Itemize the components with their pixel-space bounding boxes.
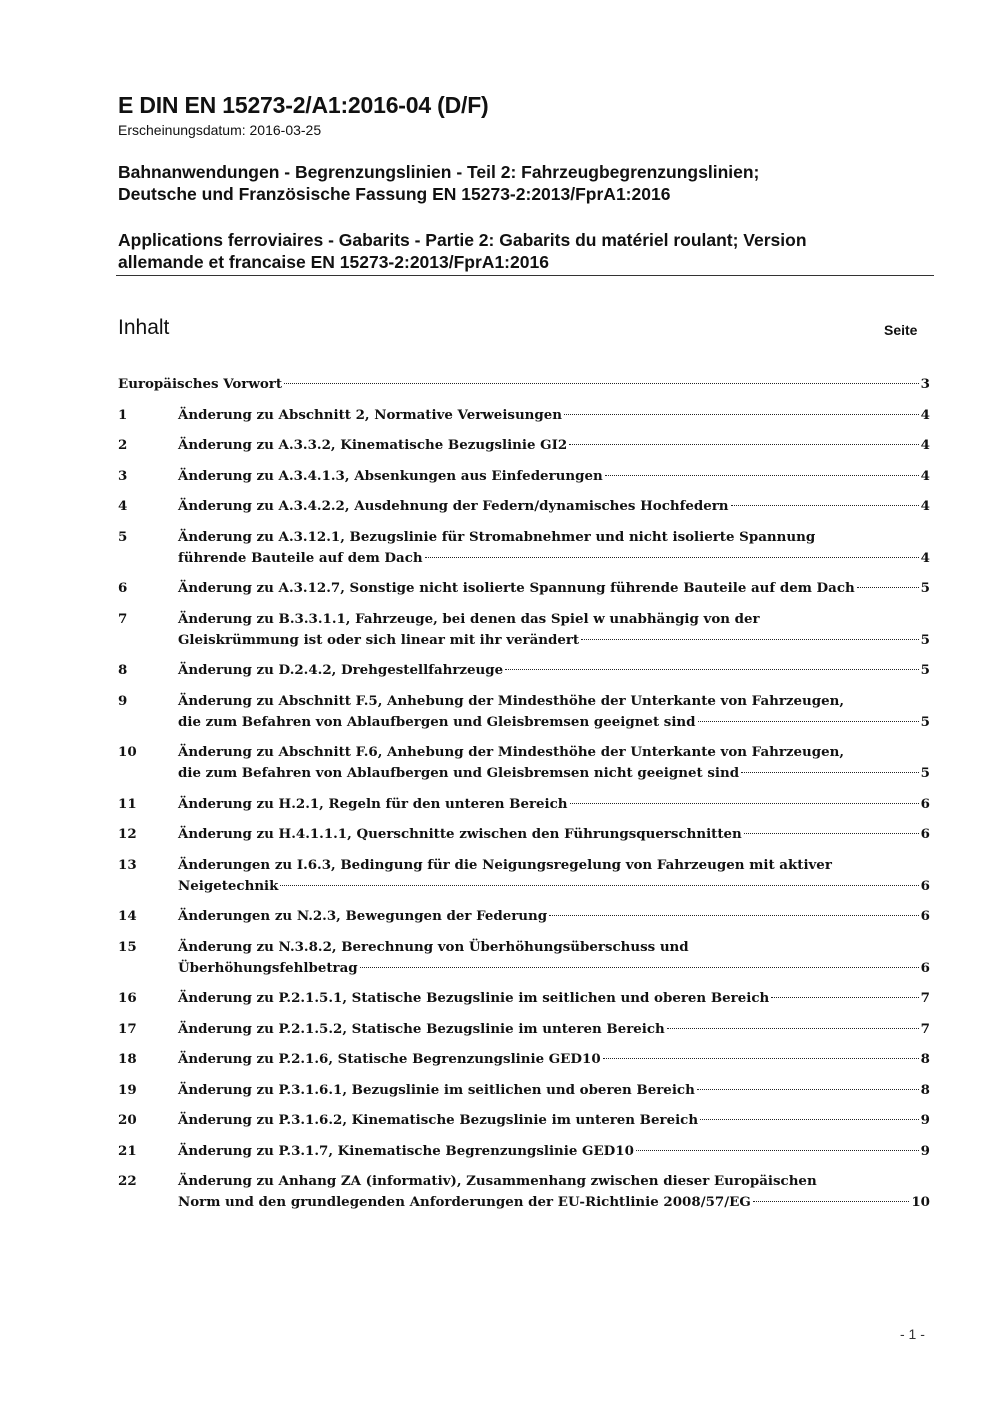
toc-entry[interactable]	[118, 405, 930, 426]
toc-entry-body	[178, 466, 930, 487]
document-id: E DIN EN 15273-2/A1:2016-04 (D/F)	[118, 92, 489, 118]
toc-entry-title-line: die zum Befahren von Ablaufbergen und Gleisbremsen nicht geeignet sind	[178, 765, 740, 781]
toc-leader-dots	[603, 1058, 919, 1059]
toc-entry-title-line: Neigetechnik	[178, 877, 279, 894]
toc-leader-dots	[505, 669, 919, 670]
toc-entry[interactable]	[118, 1171, 930, 1213]
toc-entry-page: 6	[920, 826, 930, 842]
toc-entry-page: 4	[920, 549, 930, 566]
toc-leader-dots	[771, 997, 918, 998]
toc-entry-body	[178, 435, 930, 456]
toc-entry-preface[interactable]	[118, 374, 930, 395]
toc-entry-number: 19	[118, 1081, 137, 1098]
toc-entry-title-line: Änderung zu P.3.1.6.1, Bezugslinie im seitlichen und oberen Bereich	[178, 1081, 695, 1098]
toc-entry[interactable]	[118, 855, 930, 897]
toc-entry-title-line: Änderung zu A.3.4.1.3, Absenkungen aus Einfederungen	[178, 467, 603, 484]
toc-entry-body	[178, 1171, 930, 1213]
title-french	[118, 229, 938, 273]
toc-entry-page: 8	[920, 1051, 930, 1067]
toc-entry-body	[178, 496, 930, 517]
toc-leader-dots	[741, 772, 919, 773]
toc-entry-page: 6	[920, 908, 930, 924]
header-divider	[116, 275, 934, 276]
toc-entry-page: 4	[920, 406, 930, 423]
toc-entry-title-line: Überhöhungsfehlbetrag	[178, 959, 358, 976]
toc-entry[interactable]	[118, 578, 930, 599]
toc-entry-number: 9	[118, 692, 128, 709]
title-german	[118, 161, 938, 205]
toc-entry-number: 20	[118, 1112, 137, 1128]
toc-entry-title-line: Änderung zu A.3.12.1, Bezugslinie für Stromabnehmer und nicht isolierte Spannung	[178, 528, 816, 545]
toc-entry-number: 12	[118, 826, 137, 842]
toc-entry-number: 2	[118, 437, 128, 453]
toc-entry-page: 4	[920, 467, 930, 484]
title-german-line: Deutsche und Französische Fassung EN 15273-2:2013/FprA1:2016	[118, 184, 671, 204]
toc-entry-body	[178, 794, 930, 815]
toc-leader-dots	[564, 414, 919, 415]
toc-entry[interactable]	[118, 794, 930, 815]
toc-entries-list	[118, 405, 930, 1214]
title-german-line: Bahnanwendungen - Begrenzungslinien - Teil 2: Fahrzeugbegrenzungslinien;	[118, 162, 760, 182]
toc-entry[interactable]	[118, 691, 930, 733]
toc-entry-number: 10	[118, 744, 137, 760]
toc-entry-title-line: Änderung zu H.2.1, Regeln für den unteren Bereich	[178, 795, 568, 812]
toc-leader-dots	[581, 639, 919, 640]
toc-leader-dots	[667, 1028, 919, 1029]
toc-entry-title-line: Änderung zu B.3.3.1.1, Fahrzeuge, bei denen das Spiel w unabhängig von der	[178, 610, 760, 627]
toc-leader-dots	[857, 587, 919, 588]
toc-entry-title-line: Änderung zu Abschnitt F.5, Anhebung der Mindesthöhe der Unterkante von Fahrzeugen,	[178, 692, 845, 709]
toc-entry-title-line: Änderung zu Abschnitt F.6, Anhebung der Mindesthöhe der Unterkante von Fahrzeugen,	[178, 744, 845, 760]
toc-entry-title-line: Änderung zu P.2.1.5.2, Statische Bezugslinie im unteren Bereich	[178, 1020, 665, 1037]
toc-entry[interactable]	[118, 1049, 930, 1070]
toc-entry-page: 8	[920, 1081, 930, 1098]
toc-leader-dots	[697, 1089, 919, 1090]
toc-entry-number: 7	[118, 610, 128, 627]
toc-entry-body	[178, 1141, 930, 1162]
toc-entry-page: 6	[920, 795, 930, 812]
toc-entry-body	[178, 660, 930, 681]
contents-heading: Inhalt	[118, 316, 170, 339]
title-french-line: allemande et francaise EN 15273-2:2013/FprA1:2016	[118, 252, 549, 272]
publication-date: Erscheinungsdatum: 2016-03-25	[118, 122, 322, 138]
toc-entry-title-line: Änderung zu Anhang ZA (informativ), Zusammenhang zwischen dieser Europäischen	[178, 1173, 817, 1189]
toc-leader-dots	[753, 1201, 910, 1202]
toc-leader-dots	[425, 557, 919, 558]
toc-entry[interactable]	[118, 988, 930, 1009]
toc-entry[interactable]	[118, 1080, 930, 1101]
toc-entry[interactable]	[118, 1019, 930, 1040]
toc-entry-title-line: Änderung zu A.3.3.2, Kinematische Bezugslinie GI2	[178, 437, 568, 453]
toc-leader-dots	[549, 915, 919, 916]
toc-entry-title-line: Änderungen zu N.2.3, Bewegungen der Federung	[178, 908, 548, 924]
toc-entry-body	[178, 1110, 930, 1131]
toc-entry-number: 4	[118, 498, 128, 514]
toc-entry-title-line: Änderung zu D.2.4.2, Drehgestellfahrzeuge	[178, 662, 504, 678]
toc-entry-body	[178, 906, 930, 927]
toc-entry-number: 8	[118, 662, 128, 678]
toc-leader-dots	[360, 967, 919, 968]
toc-entry[interactable]	[118, 527, 930, 569]
toc-entry-page: 4	[920, 498, 930, 514]
toc-entry-page: 5	[920, 631, 930, 648]
toc-entry-page: 6	[920, 959, 930, 976]
toc-entry[interactable]	[118, 1141, 930, 1162]
toc-entry-body	[178, 1019, 930, 1040]
toc-leader-dots	[570, 803, 919, 804]
toc-entry-body	[178, 937, 930, 979]
toc-entry-body	[178, 527, 930, 569]
toc-entry[interactable]	[118, 742, 930, 784]
toc-entry-body	[178, 578, 930, 599]
toc-leader-dots	[636, 1150, 919, 1151]
toc-entry-body	[178, 1049, 930, 1070]
toc-entry-title-line: Änderung zu P.2.1.6, Statische Begrenzungslinie GED10	[178, 1051, 601, 1067]
toc-leader-dots	[605, 475, 919, 476]
toc-entry-page: 5	[920, 580, 930, 596]
toc-entry-body	[178, 742, 930, 784]
toc-entry[interactable]	[118, 466, 930, 487]
toc-entry-number: 13	[118, 856, 137, 873]
toc-entry-page: 10	[911, 1194, 930, 1210]
toc-entry-number: 21	[118, 1142, 137, 1159]
toc-entry-title-line: Änderung zu H.4.1.1.1, Querschnitte zwischen den Führungsquerschnitten	[178, 826, 742, 842]
toc-entry-body	[178, 405, 930, 426]
toc-entry[interactable]	[118, 660, 930, 681]
toc-entry-title-line: Änderung zu A.3.4.2.2, Ausdehnung der Federn/dynamisches Hochfedern	[178, 498, 729, 514]
toc-entry-page: 6	[920, 877, 930, 894]
toc-entry-title-line: Gleiskrümmung ist oder sich linear mit ihr verändert	[178, 631, 580, 648]
toc-entry[interactable]	[118, 609, 930, 651]
toc-entry[interactable]	[118, 937, 930, 979]
page-column-heading: Seite	[884, 322, 918, 338]
toc-entry-title-line: die zum Befahren von Ablaufbergen und Gleisbremsen geeignet sind	[178, 713, 696, 730]
toc-leader-dots	[731, 505, 919, 506]
toc-entry[interactable]	[118, 1110, 930, 1131]
toc-entry-title-line: Änderung zu P.3.1.7, Kinematische Begrenzungslinie GED10	[178, 1142, 634, 1159]
toc-entry[interactable]	[118, 496, 930, 517]
toc-leader-dots	[700, 1119, 919, 1120]
toc-entry-number: 3	[118, 467, 128, 484]
toc-entry-page: 5	[920, 765, 930, 781]
toc-entry-body	[178, 1080, 930, 1101]
toc-entry-number: 5	[118, 528, 128, 545]
toc-entry-number: 14	[118, 908, 137, 924]
toc-entry-title-line: führende Bauteile auf dem Dach	[178, 549, 423, 566]
toc-entry-number: 22	[118, 1173, 137, 1189]
toc-entry-page: 7	[920, 990, 930, 1006]
toc-entry-title-line: Norm und den grundlegenden Anforderungen der EU-Richtlinie 2008/57/EG	[178, 1194, 751, 1210]
toc-entry-page: 7	[920, 1020, 930, 1037]
toc-entry-body	[178, 988, 930, 1009]
toc-entry-number: 1	[118, 406, 128, 423]
toc-entry-number: 18	[118, 1051, 137, 1067]
toc-entry-title-line: Änderungen zu I.6.3, Bedingung für die Neigungsregelung von Fahrzeugen mit aktiver	[178, 856, 832, 873]
toc-entry-title-line: Änderung zu P.3.1.6.2, Kinematische Bezugslinie im unteren Bereich	[178, 1112, 699, 1128]
toc-entry-title-line: Änderung zu A.3.12.7, Sonstige nicht isolierte Spannung führende Bauteile auf dem Dach	[178, 580, 855, 596]
toc-entry-body	[178, 691, 930, 733]
toc-entry-number: 11	[118, 795, 137, 812]
toc-entry-title-line: Änderung zu N.3.8.2, Berechnung von Überhöhungsüberschuss und	[178, 938, 689, 955]
toc-entry-title-line: Änderung zu P.2.1.5.1, Statische Bezugslinie im seitlichen und oberen Bereich	[178, 990, 770, 1006]
toc-entry-number: 15	[118, 938, 137, 955]
toc-entry-page: 9	[920, 1112, 930, 1128]
toc-leader-dots	[744, 833, 919, 834]
toc-entry-page: 4	[920, 437, 930, 453]
toc-leader-dots	[569, 444, 918, 445]
toc-entry-number: 17	[118, 1020, 137, 1037]
toc-entry-body	[178, 824, 930, 845]
toc-entry-number: 6	[118, 580, 128, 596]
toc-leader-dots	[284, 383, 919, 384]
toc-entry-title: Europäisches Vorwort	[118, 376, 283, 392]
toc-entry[interactable]	[118, 435, 930, 456]
toc-entry-title-line: Änderung zu Abschnitt 2, Normative Verweisungen	[178, 406, 563, 423]
toc-entry-number: 16	[118, 990, 137, 1006]
toc-entry-body	[178, 855, 930, 897]
page-number: - 1 -	[900, 1326, 925, 1342]
toc-entry-page: 5	[920, 713, 930, 730]
toc-entry-page: 9	[920, 1142, 930, 1159]
toc-leader-dots	[280, 885, 918, 886]
toc-entry-page: 3	[920, 376, 930, 392]
toc-entry[interactable]	[118, 824, 930, 845]
table-of-contents	[118, 374, 930, 1223]
toc-entry-page: 5	[920, 662, 930, 678]
title-french-line: Applications ferroviaires - Gabarits - Partie 2: Gabarits du matériel roulant; Version	[118, 230, 807, 250]
toc-entry[interactable]	[118, 906, 930, 927]
toc-entry-body	[178, 609, 930, 651]
toc-leader-dots	[698, 721, 919, 722]
